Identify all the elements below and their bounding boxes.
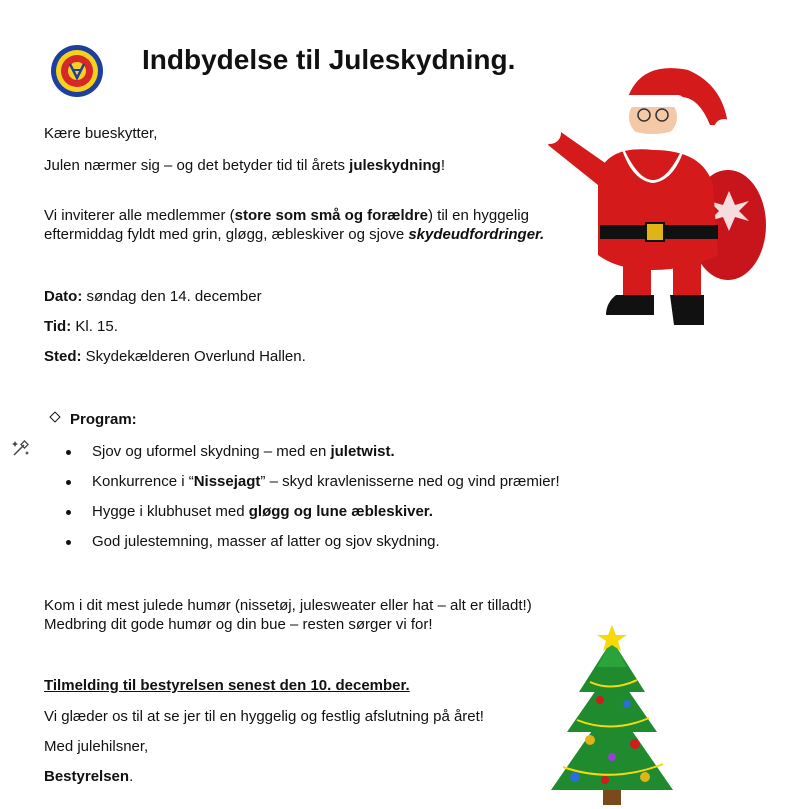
date-line: Dato: søndag den 14. december (44, 288, 262, 305)
dress-line: Kom i dit mest julede humør (nissetøj, julesweater eller hat – alt er tilladt!) (44, 597, 532, 614)
christmas-tree-image (545, 622, 680, 807)
bullet-dot-icon (66, 510, 71, 515)
time-line: Tid: Kl. 15. (44, 318, 118, 335)
invite-line-2: eftermiddag fyldt med grin, gløgg, æbleskiver og sjove skydeudfordringer. (44, 226, 545, 243)
invite-line-1: Vi inviterer alle medlemmer (store som små og forældre) til en hyggelig (44, 207, 529, 224)
page-title: Indbydelse til Juleskydning. (142, 44, 516, 75)
signup-deadline: Tilmelding til bestyrelsen senest den 10. december. (44, 677, 410, 694)
intro-line: Julen nærmer sig – og det betyder tid til årets juleskydning! (44, 157, 446, 174)
santa-claus-image (538, 55, 768, 335)
greeting: Kære bueskytter, (44, 125, 158, 142)
bullet-dot-icon (66, 540, 71, 545)
program-heading: Program: (70, 411, 137, 428)
diamond-bullet-icon (49, 411, 60, 422)
place-line: Sted: Skydekælderen Overlund Hallen. (44, 348, 306, 365)
looking-forward-line: Vi glæder os til at se jer til en hyggelig og festlig afslutning på året! (44, 708, 484, 725)
bullet-dot-icon (66, 480, 71, 485)
archery-club-logo-icon (50, 44, 104, 98)
magic-wand-icon[interactable] (10, 437, 32, 459)
signature: Bestyrelsen. (44, 768, 134, 785)
bullet-dot-icon (66, 450, 71, 455)
bring-line: Medbring dit gode humør og din bue – resten sørger vi for! (44, 616, 433, 633)
regards-line: Med julehilsner, (44, 738, 149, 755)
